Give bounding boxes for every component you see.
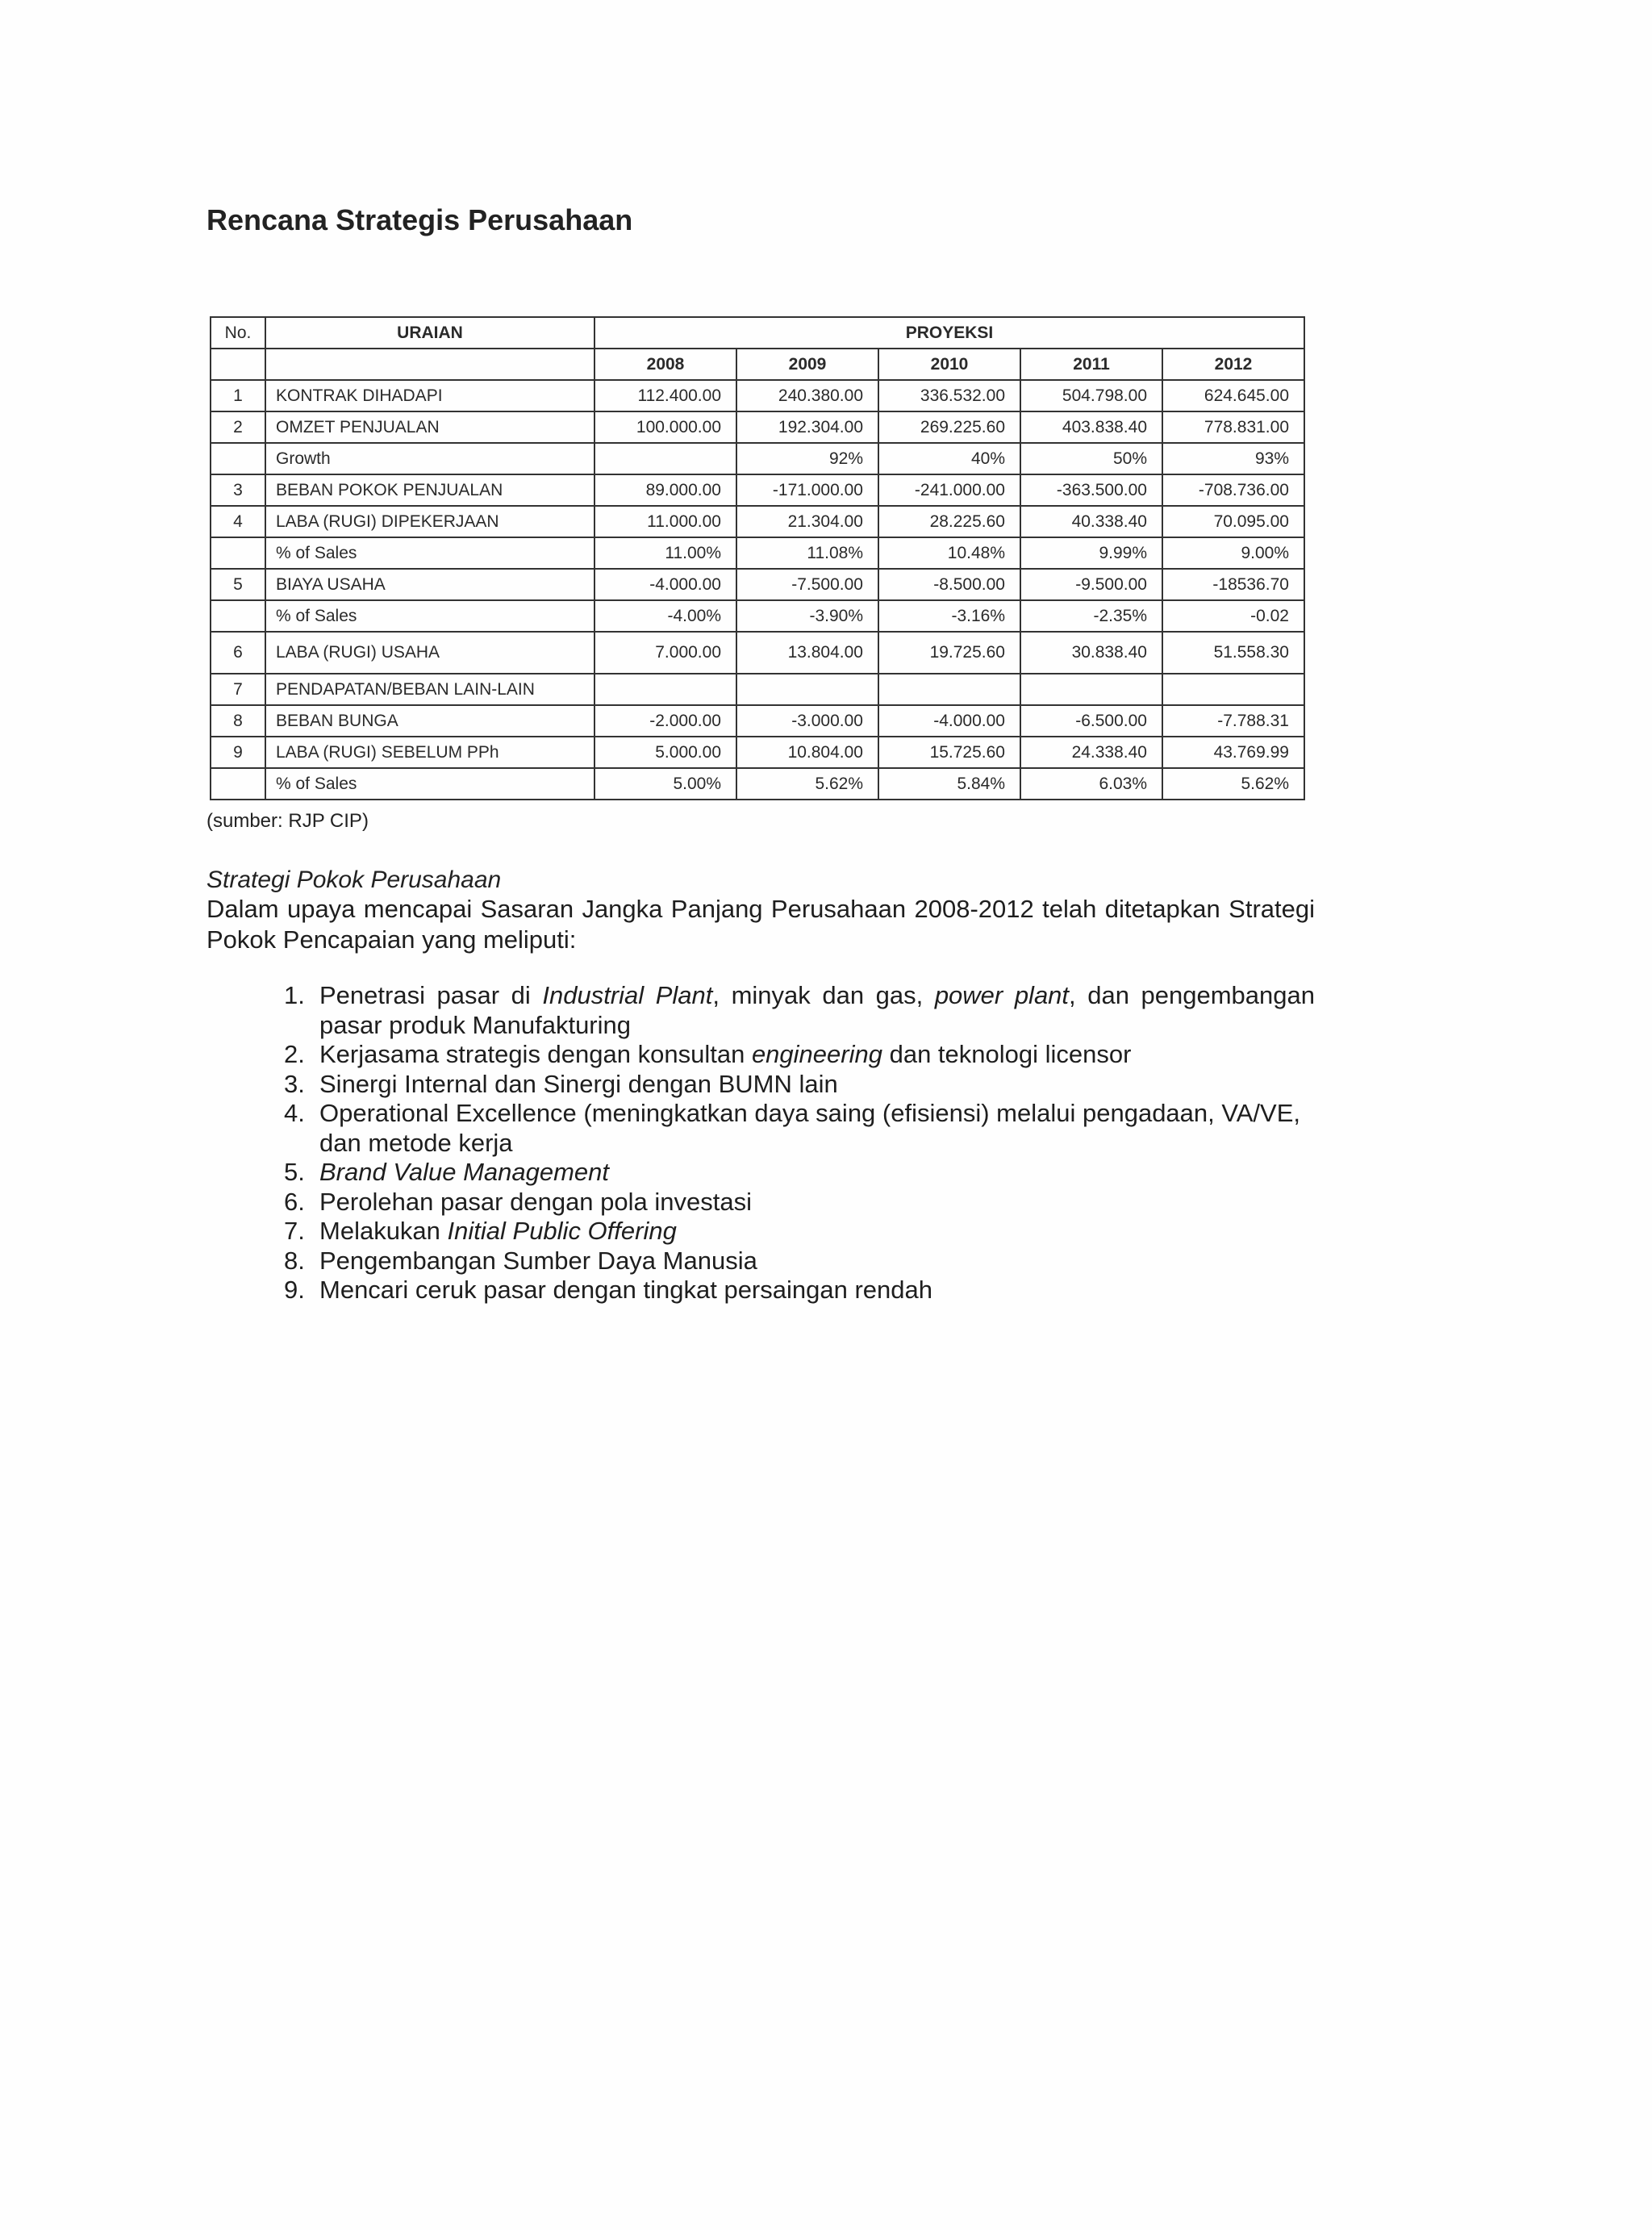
cell-value: 269.225.60 bbox=[878, 411, 1020, 443]
strategy-text: Operational Excellence (meningkatkan daya saing (efisiensi) melalui pengadaan, VA/VE, dan metode kerja bbox=[319, 1099, 1301, 1157]
row-label: % of Sales bbox=[265, 600, 594, 632]
strategy-text: Mencari ceruk pasar dengan tingkat persaingan rendah bbox=[319, 1276, 932, 1304]
projection-table bbox=[210, 316, 1305, 800]
row-number: 9 bbox=[211, 737, 265, 768]
strategy-item bbox=[284, 1276, 1315, 1305]
cell-value: -3.000.00 bbox=[736, 705, 878, 737]
strategy-item bbox=[284, 1070, 1315, 1100]
cell-value: 40.338.40 bbox=[1020, 506, 1162, 537]
strategy-number: 2. bbox=[284, 1040, 305, 1068]
table-row bbox=[211, 380, 1304, 411]
cell-value: 403.838.40 bbox=[1020, 411, 1162, 443]
table-row bbox=[211, 674, 1304, 705]
year-header-spacer bbox=[265, 349, 594, 380]
cell-value: 51.558.30 bbox=[1162, 632, 1304, 674]
cell-value: -4.00% bbox=[594, 600, 736, 632]
strategy-text: power plant bbox=[934, 981, 1070, 1009]
strategy-text: Sinergi Internal dan Sinergi dengan BUMN lain bbox=[319, 1069, 838, 1098]
strategy-text: , dan pengembangan pasar produk Manufakturing bbox=[319, 981, 1315, 1039]
row-number bbox=[211, 600, 265, 632]
cell-value: 100.000.00 bbox=[594, 411, 736, 443]
table-row bbox=[211, 737, 1304, 768]
table-row bbox=[211, 443, 1304, 474]
strategy-number: 6. bbox=[284, 1187, 305, 1216]
cell-value: -2.000.00 bbox=[594, 705, 736, 737]
row-number: 5 bbox=[211, 569, 265, 600]
cell-value: 5.62% bbox=[736, 768, 878, 800]
cell-value: 9.99% bbox=[1020, 537, 1162, 569]
cell-value: 43.769.99 bbox=[1162, 737, 1304, 768]
row-label: BIAYA USAHA bbox=[265, 569, 594, 600]
cell-value bbox=[1162, 674, 1304, 705]
row-label: PENDAPATAN/BEBAN LAIN-LAIN bbox=[265, 674, 594, 705]
column-header-uraian: URAIAN bbox=[265, 317, 594, 349]
cell-value: 13.804.00 bbox=[736, 632, 878, 674]
row-label: BEBAN BUNGA bbox=[265, 705, 594, 737]
year-header: 2009 bbox=[736, 349, 878, 380]
cell-value: 24.338.40 bbox=[1020, 737, 1162, 768]
cell-value: -0.02 bbox=[1162, 600, 1304, 632]
row-label: % of Sales bbox=[265, 537, 594, 569]
cell-value: -9.500.00 bbox=[1020, 569, 1162, 600]
row-label: % of Sales bbox=[265, 768, 594, 800]
strategy-text: Initial Public Offering bbox=[447, 1217, 677, 1245]
year-header: 2010 bbox=[878, 349, 1020, 380]
cell-value: 30.838.40 bbox=[1020, 632, 1162, 674]
cell-value: 93% bbox=[1162, 443, 1304, 474]
cell-value: 40% bbox=[878, 443, 1020, 474]
cell-value: 15.725.60 bbox=[878, 737, 1020, 768]
cell-value: -3.90% bbox=[736, 600, 878, 632]
cell-value bbox=[1020, 674, 1162, 705]
cell-value: -363.500.00 bbox=[1020, 474, 1162, 506]
strategy-number: 8. bbox=[284, 1246, 305, 1275]
cell-value: 5.62% bbox=[1162, 768, 1304, 800]
row-label: Growth bbox=[265, 443, 594, 474]
cell-value: -6.500.00 bbox=[1020, 705, 1162, 737]
cell-value: -4.000.00 bbox=[594, 569, 736, 600]
year-header: 2011 bbox=[1020, 349, 1162, 380]
cell-value: -8.500.00 bbox=[878, 569, 1020, 600]
cell-value: 6.03% bbox=[1020, 768, 1162, 800]
table-row bbox=[211, 506, 1304, 537]
strategy-item bbox=[284, 1217, 1315, 1247]
cell-value bbox=[736, 674, 878, 705]
cell-value: -2.35% bbox=[1020, 600, 1162, 632]
row-number: 4 bbox=[211, 506, 265, 537]
row-number: 1 bbox=[211, 380, 265, 411]
row-number: 7 bbox=[211, 674, 265, 705]
strategy-item bbox=[284, 1099, 1315, 1158]
row-label: KONTRAK DIHADAPI bbox=[265, 380, 594, 411]
row-label: LABA (RUGI) DIPEKERJAAN bbox=[265, 506, 594, 537]
year-header: 2008 bbox=[594, 349, 736, 380]
cell-value: -18536.70 bbox=[1162, 569, 1304, 600]
column-header-proyeksi: PROYEKSI bbox=[594, 317, 1304, 349]
cell-value: 5.84% bbox=[878, 768, 1020, 800]
strategy-text: Industrial Plant bbox=[542, 981, 713, 1009]
cell-value: -7.788.31 bbox=[1162, 705, 1304, 737]
strategy-list bbox=[284, 981, 1315, 1305]
cell-value: -7.500.00 bbox=[736, 569, 878, 600]
strategy-item bbox=[284, 1247, 1315, 1276]
column-header-no: No. bbox=[211, 317, 265, 349]
row-number: 3 bbox=[211, 474, 265, 506]
strategy-text: dan teknologi licensor bbox=[882, 1040, 1132, 1068]
strategy-number: 5. bbox=[284, 1158, 305, 1186]
table-row bbox=[211, 600, 1304, 632]
table-row bbox=[211, 632, 1304, 674]
cell-value: 11.000.00 bbox=[594, 506, 736, 537]
year-header: 2012 bbox=[1162, 349, 1304, 380]
strategy-number: 9. bbox=[284, 1276, 305, 1304]
strategy-text: engineering bbox=[751, 1040, 882, 1068]
row-label: BEBAN POKOK PENJUALAN bbox=[265, 474, 594, 506]
strategy-item bbox=[284, 1158, 1315, 1188]
table-row bbox=[211, 705, 1304, 737]
cell-value: 504.798.00 bbox=[1020, 380, 1162, 411]
row-number: 2 bbox=[211, 411, 265, 443]
table-row bbox=[211, 569, 1304, 600]
row-number bbox=[211, 443, 265, 474]
intro-paragraph: Dalam upaya mencapai Sasaran Jangka Panjang Perusahaan 2008-2012 telah ditetapkan Strategi Pokok Pencapaian yang meliputi: bbox=[206, 895, 1315, 954]
cell-value: 10.804.00 bbox=[736, 737, 878, 768]
row-number bbox=[211, 537, 265, 569]
cell-value: 10.48% bbox=[878, 537, 1020, 569]
cell-value: 89.000.00 bbox=[594, 474, 736, 506]
cell-value: 19.725.60 bbox=[878, 632, 1020, 674]
table-row bbox=[211, 474, 1304, 506]
strategy-item bbox=[284, 981, 1315, 1040]
strategy-text: Perolehan pasar dengan pola investasi bbox=[319, 1187, 752, 1216]
strategy-number: 1. bbox=[284, 981, 305, 1009]
cell-value: 192.304.00 bbox=[736, 411, 878, 443]
strategy-number: 7. bbox=[284, 1217, 305, 1245]
cell-value: 28.225.60 bbox=[878, 506, 1020, 537]
strategy-text: Penetrasi pasar di bbox=[319, 981, 543, 1009]
row-number: 8 bbox=[211, 705, 265, 737]
table-row bbox=[211, 411, 1304, 443]
strategy-number: 3. bbox=[284, 1069, 305, 1098]
page-title: Rencana Strategis Perusahaan bbox=[206, 203, 633, 236]
cell-value: -171.000.00 bbox=[736, 474, 878, 506]
cell-value: 21.304.00 bbox=[736, 506, 878, 537]
strategy-text: Brand Value Management bbox=[319, 1158, 610, 1186]
cell-value: 9.00% bbox=[1162, 537, 1304, 569]
year-header-spacer bbox=[211, 349, 265, 380]
strategy-number: 4. bbox=[284, 1099, 305, 1127]
cell-value bbox=[878, 674, 1020, 705]
strategy-item bbox=[284, 1188, 1315, 1217]
cell-value: 7.000.00 bbox=[594, 632, 736, 674]
strategy-text: Pengembangan Sumber Daya Manusia bbox=[319, 1246, 757, 1275]
row-label: OMZET PENJUALAN bbox=[265, 411, 594, 443]
cell-value: -3.16% bbox=[878, 600, 1020, 632]
cell-value: 5.00% bbox=[594, 768, 736, 800]
cell-value: 336.532.00 bbox=[878, 380, 1020, 411]
cell-value bbox=[594, 674, 736, 705]
row-label: LABA (RUGI) USAHA bbox=[265, 632, 594, 674]
strategy-text: , minyak dan gas, bbox=[712, 981, 935, 1009]
cell-value: 5.000.00 bbox=[594, 737, 736, 768]
cell-value bbox=[594, 443, 736, 474]
cell-value: 240.380.00 bbox=[736, 380, 878, 411]
row-label: LABA (RUGI) SEBELUM PPh bbox=[265, 737, 594, 768]
table-row bbox=[211, 768, 1304, 800]
cell-value: 11.00% bbox=[594, 537, 736, 569]
cell-value: -708.736.00 bbox=[1162, 474, 1304, 506]
cell-value: 778.831.00 bbox=[1162, 411, 1304, 443]
row-number bbox=[211, 768, 265, 800]
strategy-text: Melakukan bbox=[319, 1217, 448, 1245]
cell-value: 70.095.00 bbox=[1162, 506, 1304, 537]
cell-value: -241.000.00 bbox=[878, 474, 1020, 506]
cell-value: 50% bbox=[1020, 443, 1162, 474]
source-note: (sumber: RJP CIP) bbox=[206, 810, 369, 832]
section-heading: Strategi Pokok Perusahaan bbox=[206, 867, 502, 893]
strategy-text: Kerjasama strategis dengan konsultan bbox=[319, 1040, 752, 1068]
cell-value: 112.400.00 bbox=[594, 380, 736, 411]
row-number: 6 bbox=[211, 632, 265, 674]
strategy-item bbox=[284, 1040, 1315, 1070]
table-row bbox=[211, 537, 1304, 569]
cell-value: 92% bbox=[736, 443, 878, 474]
cell-value: 624.645.00 bbox=[1162, 380, 1304, 411]
cell-value: -4.000.00 bbox=[878, 705, 1020, 737]
table-body bbox=[211, 380, 1304, 800]
cell-value: 11.08% bbox=[736, 537, 878, 569]
